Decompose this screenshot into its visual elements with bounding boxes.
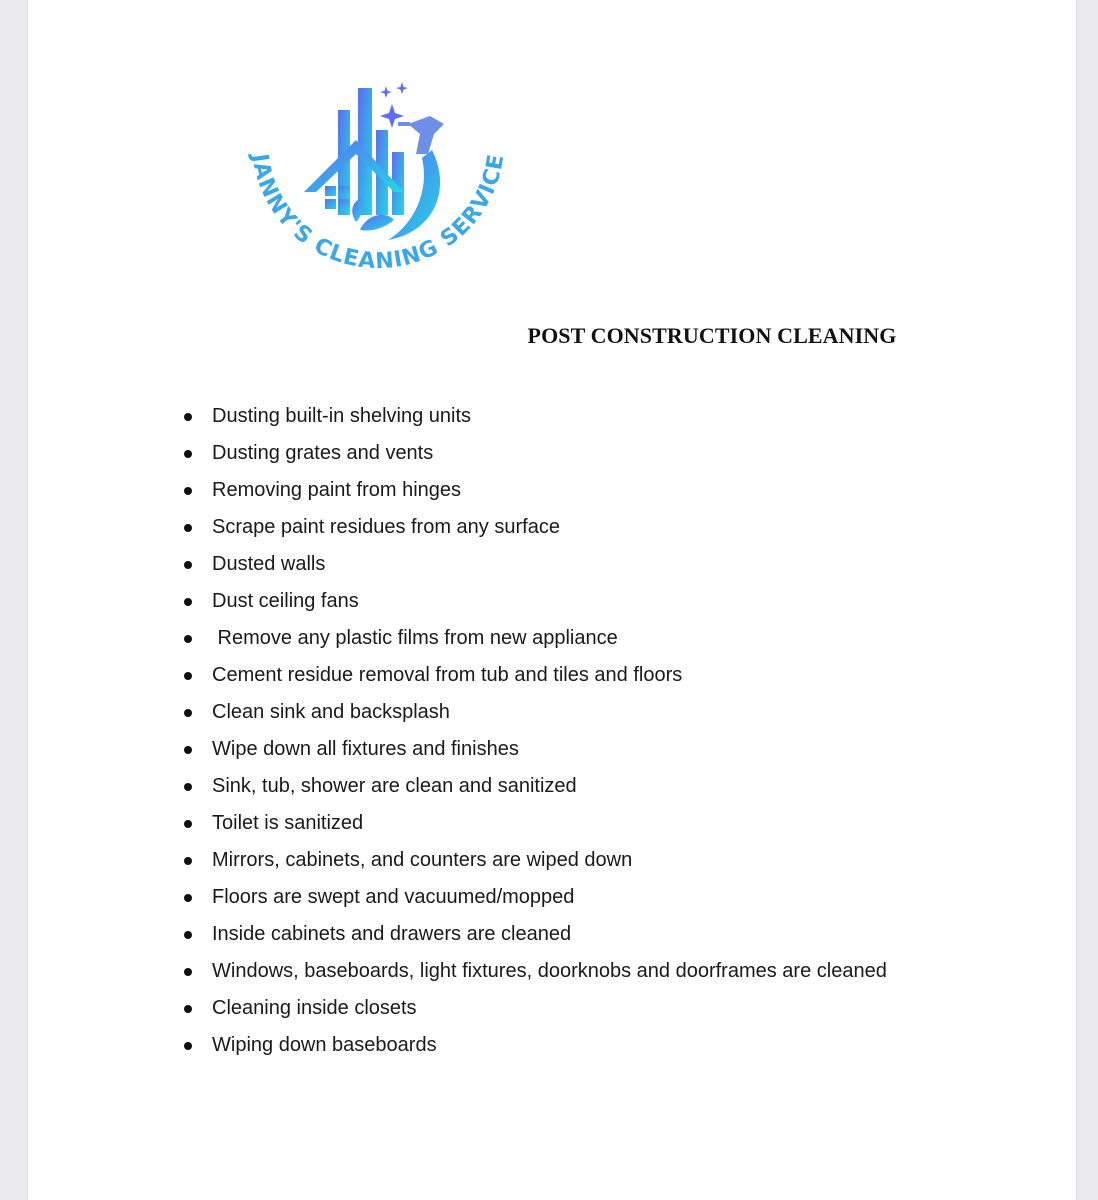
list-item xyxy=(178,657,887,694)
document-title: POST CONSTRUCTION CLEANING xyxy=(527,323,897,348)
list-item-text: Toilet is sanitized xyxy=(212,812,364,834)
list-item xyxy=(178,398,887,435)
bullet-icon xyxy=(184,857,192,865)
company-logo xyxy=(238,80,518,280)
bullet-icon xyxy=(184,931,192,939)
list-item xyxy=(178,472,887,509)
bullet-icon xyxy=(184,1042,192,1050)
list-item xyxy=(178,694,887,731)
list-item xyxy=(178,1027,887,1064)
bullet-icon xyxy=(184,1005,192,1013)
bullet-icon xyxy=(184,820,192,828)
list-item-text: Windows, baseboards, light fixtures, doorknobs and doorframes are cleaned xyxy=(212,960,887,982)
list-item xyxy=(178,953,887,990)
leaf-icon xyxy=(360,215,394,231)
bullet-icon xyxy=(184,746,192,754)
list-item xyxy=(178,731,887,768)
list-item-text: Clean sink and backsplash xyxy=(212,701,450,723)
bullet-icon xyxy=(184,635,192,643)
list-item-text: Dusting grates and vents xyxy=(212,442,434,464)
logo-brand-text: JANNY'S CLEANING SERVICE xyxy=(246,151,510,275)
list-item xyxy=(178,768,887,805)
list-item xyxy=(178,916,887,953)
bullet-icon xyxy=(184,709,192,717)
spray-bottle-icon xyxy=(398,116,444,154)
list-item-text: Wipe down all fixtures and finishes xyxy=(212,738,519,760)
cleaning-task-list xyxy=(178,398,887,1064)
list-item xyxy=(178,990,887,1027)
sparkle-icon xyxy=(380,82,408,128)
house-roof xyxy=(304,140,404,192)
list-item-text: Dusting built-in shelving units xyxy=(212,405,472,427)
list-item xyxy=(178,842,887,879)
bullet-icon xyxy=(184,598,192,606)
bullet-icon xyxy=(184,450,192,458)
bullet-icon xyxy=(184,524,192,532)
bullet-icon xyxy=(184,968,192,976)
list-item-text: Inside cabinets and drawers are cleaned xyxy=(212,923,572,945)
document-page xyxy=(28,0,1076,1200)
list-item-text: Dust ceiling fans xyxy=(212,590,359,612)
list-item xyxy=(178,879,887,916)
bullet-icon xyxy=(184,413,192,421)
list-item xyxy=(178,620,887,657)
list-item xyxy=(178,583,887,620)
list-item-text: Dusted walls xyxy=(212,553,326,575)
list-item xyxy=(178,546,887,583)
list-item xyxy=(178,435,887,472)
bullet-icon xyxy=(184,783,192,791)
bullet-icon xyxy=(184,487,192,495)
list-item-text: Mirrors, cabinets, and counters are wiped down xyxy=(212,849,633,871)
leaf-icon xyxy=(352,198,363,222)
list-item-text: Wiping down baseboards xyxy=(212,1034,437,1056)
list-item-text: Sink, tub, shower are clean and sanitized xyxy=(212,775,577,797)
bullet-icon xyxy=(184,561,192,569)
bullet-icon xyxy=(184,894,192,902)
list-item-text: Cleaning inside closets xyxy=(212,997,417,1019)
list-item xyxy=(178,805,887,842)
list-item-text: Cement residue removal from tub and tiles and floors xyxy=(212,664,683,686)
list-item-text: Remove any plastic films from new appliance xyxy=(212,627,618,649)
list-item-text: Floors are swept and vacuumed/mopped xyxy=(212,886,575,908)
bullet-icon xyxy=(184,672,192,680)
list-item-text: Scrape paint residues from any surface xyxy=(212,516,560,538)
list-item-text: Removing paint from hinges xyxy=(212,479,462,501)
list-item xyxy=(178,509,887,546)
